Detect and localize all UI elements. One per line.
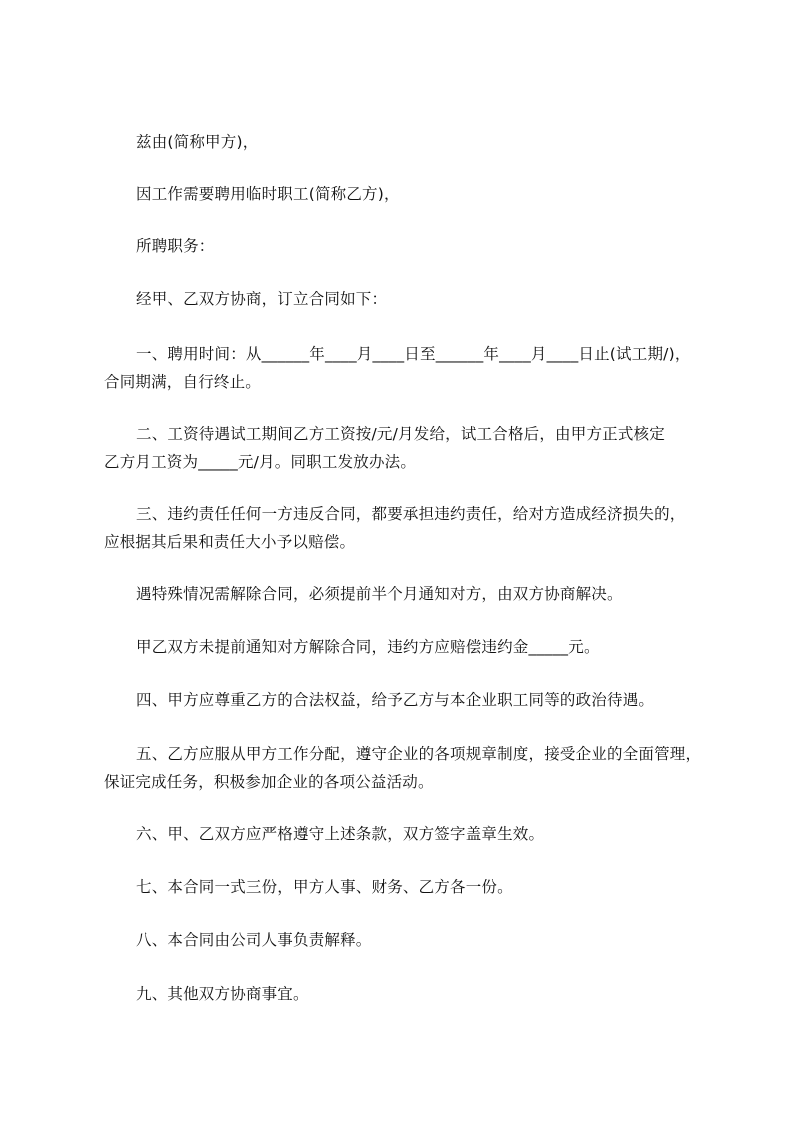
paragraph-agreement-intro	[136, 285, 736, 313]
clause-4-rights	[136, 686, 736, 714]
text-line: 兹由(简称甲方)，	[136, 133, 259, 151]
text-line: 因工作需要聘用临时职工(简称乙方)，	[136, 185, 400, 203]
text-line: 八、本合同由公司人事负责解释。	[136, 931, 372, 949]
text-line: 一、聘用时间：从______年____月____日至______年____月____日止(试工期/)，	[136, 345, 691, 363]
clause-6-effect	[136, 820, 736, 848]
text-line: 甲乙双方未提前通知对方解除合同，违约方应赔偿违约金_____元。	[136, 638, 600, 656]
text-line: 遇特殊情况需解除合同，必须提前半个月通知对方，由双方协商解决。	[136, 585, 623, 603]
text-line: 经甲、乙双方协商，订立合同如下：	[136, 290, 388, 308]
paragraph-party-a	[136, 128, 736, 156]
clause-5-obligations	[104, 740, 704, 796]
clause-2-wages	[104, 420, 704, 476]
text-line: 六、甲、乙双方应严格遵守上述条款，双方签字盖章生效。	[136, 825, 545, 843]
paragraph-party-b	[136, 180, 736, 208]
paragraph-penalty	[136, 633, 736, 661]
text-line: 五、乙方应服从甲方工作分配，遵守企业的各项规章制度，接受企业的全面管理，	[136, 745, 702, 763]
clause-1-employment-period	[104, 340, 704, 396]
paragraph-position	[136, 232, 736, 260]
text-line: 九、其他双方协商事宜。	[136, 985, 309, 1003]
text-line: 保证完成任务，积极参加企业的各项公益活动。	[104, 773, 434, 791]
text-line: 四、甲方应尊重乙方的合法权益，给予乙方与本企业职工同等的政治待遇。	[136, 691, 655, 709]
text-line: 乙方月工资为_____元/月。同职工发放办法。	[104, 453, 417, 471]
clause-3-liability	[104, 500, 704, 556]
text-line: 所聘职务：	[136, 237, 215, 255]
text-line: 合同期满，自行终止。	[104, 373, 262, 391]
text-line: 三、违约责任任何一方违反合同，都要承担违约责任，给对方造成经济损失的，	[136, 505, 686, 523]
text-line: 七、本合同一式三份，甲方人事、财务、乙方各一份。	[136, 878, 513, 896]
clause-7-copies	[136, 873, 736, 901]
text-line: 二、工资待遇试工期间乙方工资按/元/月发给，试工合格后，由甲方正式核定	[136, 425, 665, 443]
clause-9-other	[136, 980, 736, 1008]
text-line: 应根据其后果和责任大小予以赔偿。	[104, 533, 356, 551]
paragraph-termination	[136, 580, 736, 608]
clause-8-interpretation	[136, 926, 736, 954]
